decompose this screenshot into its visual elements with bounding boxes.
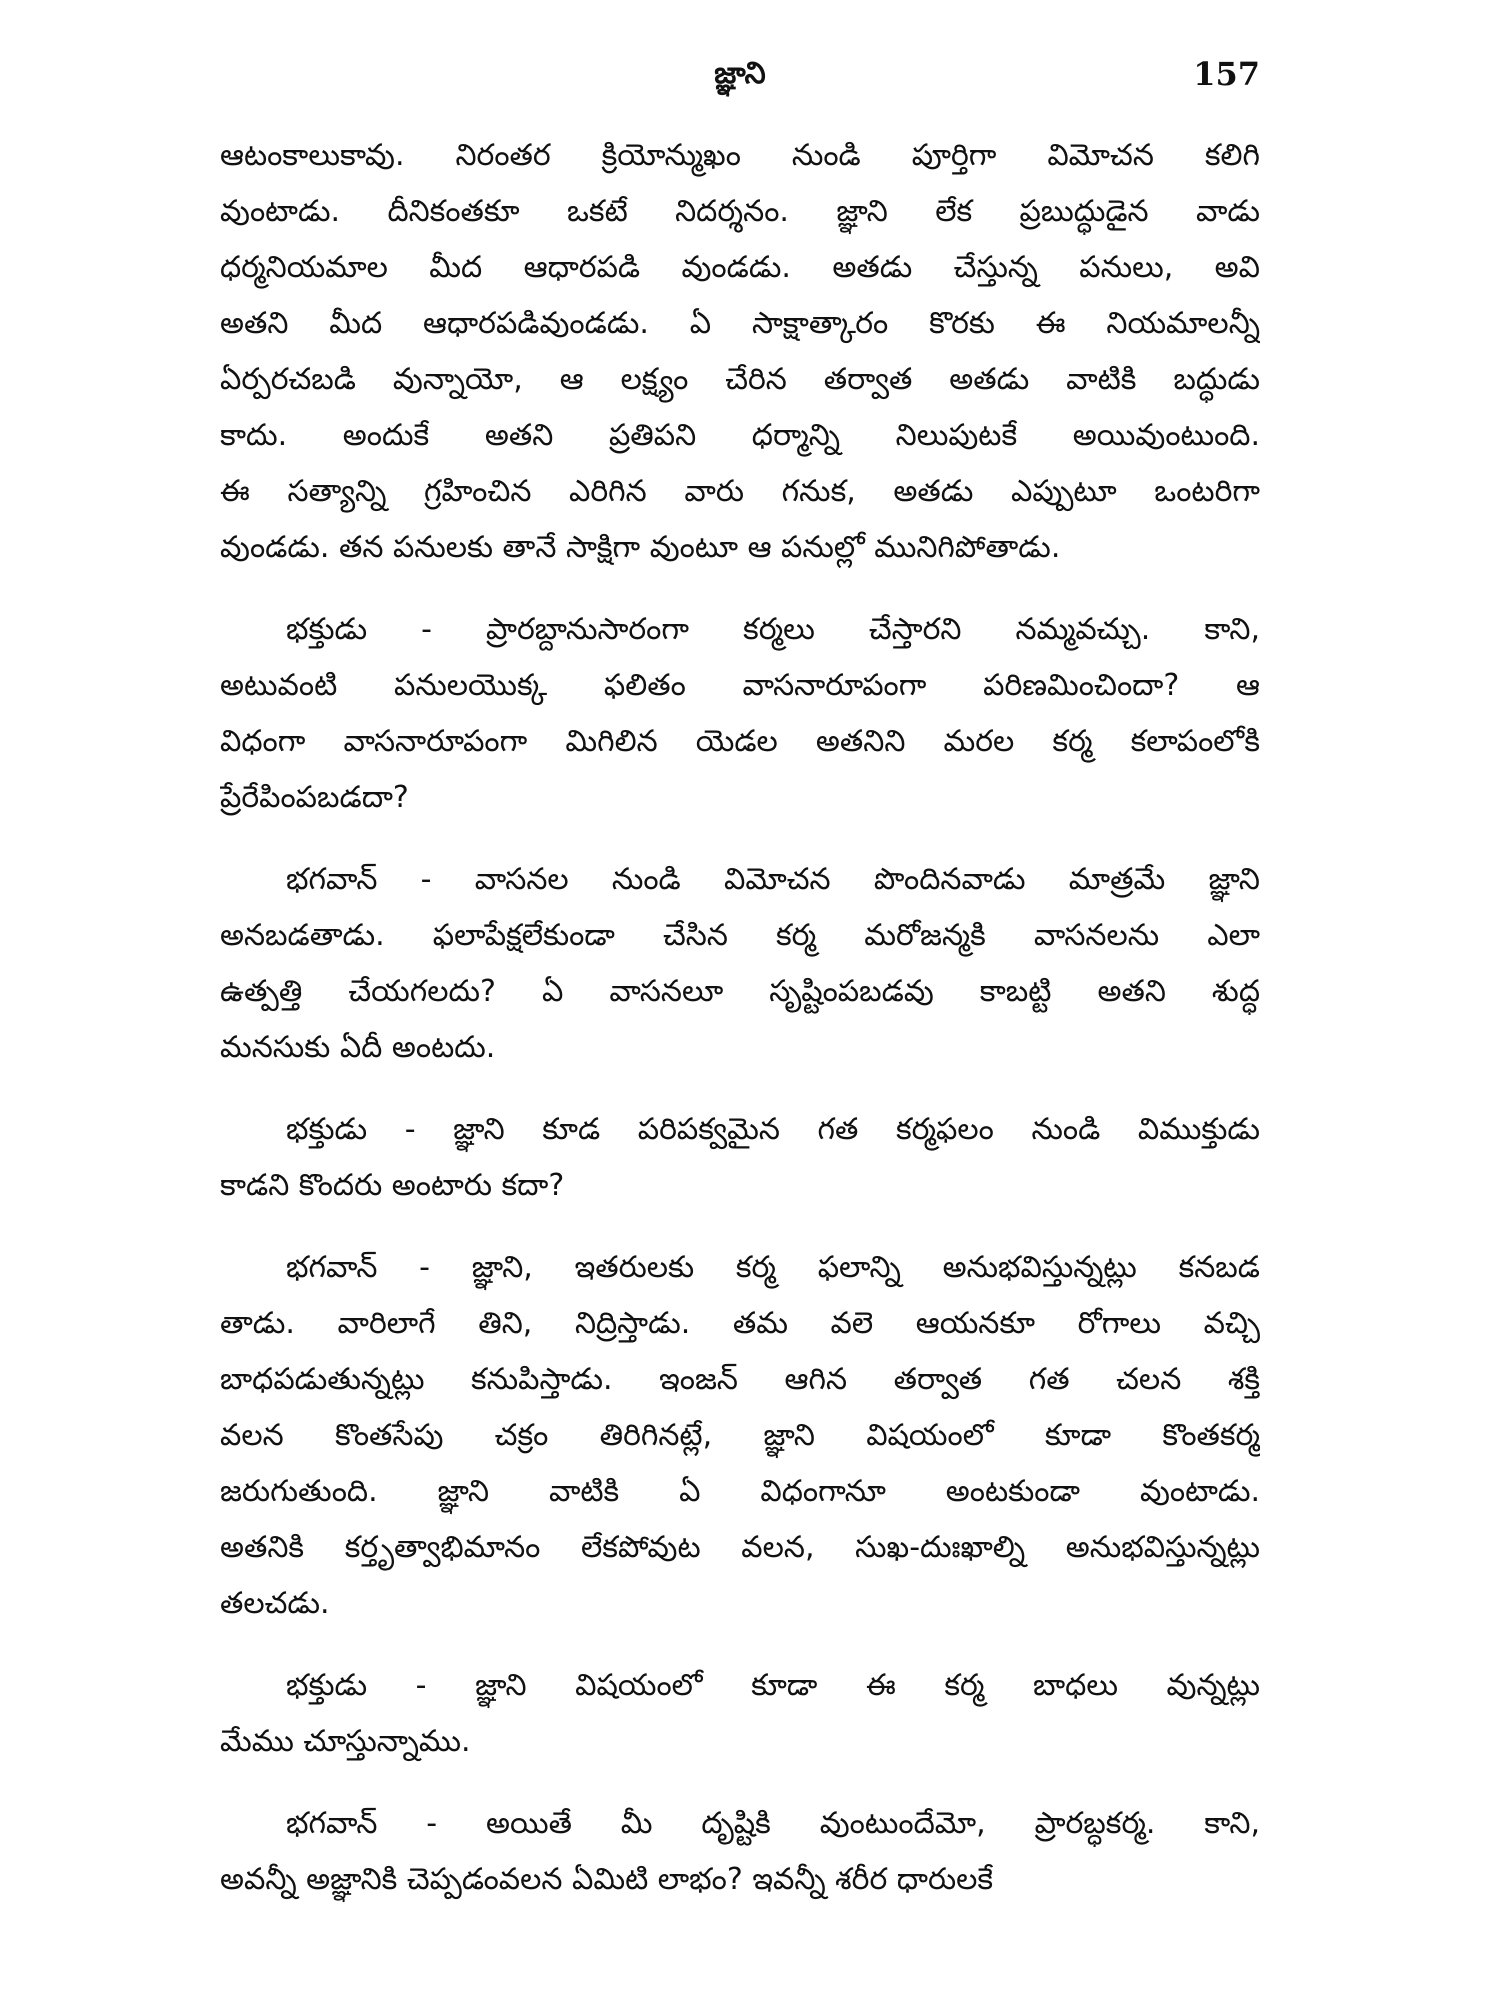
text-line: మేము చూస్తున్నాము.: [220, 1724, 471, 1759]
text-line: బాధపడుతున్నట్లు కనుపిస్తాడు. ఇంజన్ ఆగిన తర్వాత గత చలన శక్తి: [220, 1362, 1260, 1397]
text-line: ధర్మనియమాల మీద ఆధారపడి వుండడు. అతడు చేస్తున్న పనులు, అవి: [220, 250, 1260, 285]
text-line: అనబడతాడు. ఫలాపేక్షలేకుండా చేసిన కర్మ మరోజన్మకి వాసనలను ఎలా: [220, 918, 1260, 953]
paragraph: [220, 1102, 1260, 1214]
text-line: వుంటాడు. దీనికంతకూ ఒకటే నిదర్శనం. జ్ఞాని లేక ప్రబుద్ధుడైన వాడు: [220, 194, 1260, 229]
text-line: వలన కొంతసేపు చక్రం తిరిగినట్లే, జ్ఞాని విషయంలో కూడా కొంతకర్మ: [220, 1418, 1260, 1453]
paragraph: [220, 1658, 1260, 1770]
text-line: ఏర్పరచబడి వున్నాయో, ఆ లక్ష్యం చేరిన తర్వాత అతడు వాటికి బద్ధుడు: [220, 362, 1260, 397]
paragraph: [220, 602, 1260, 826]
text-line: భక్తుడు - జ్ఞాని విషయంలో కూడా ఈ కర్మ బాధలు వున్నట్లు: [286, 1668, 1260, 1703]
paragraph: [220, 128, 1260, 576]
text-line: అవన్నీ అజ్ఞానికి చెప్పడంవలన ఏమిటి లాభం? ఇవన్నీ శరీర ధారులకే: [220, 1862, 994, 1897]
text-line: జరుగుతుంది. జ్ఞాని వాటికి ఏ విధంగానూ అంటకుండా వుంటాడు.: [220, 1474, 1260, 1509]
paragraph: [220, 1796, 1260, 1908]
page-number: 157: [1193, 55, 1260, 93]
paragraph: [220, 1240, 1260, 1632]
text-line: వుండడు. తన పనులకు తానే సాక్షిగా వుంటూ ఆ పనుల్లో మునిగిపోతాడు.: [220, 530, 1061, 565]
text-line: భగవాన్ - జ్ఞాని, ఇతరులకు కర్మ ఫలాన్ని అనుభవిస్తున్నట్లు కనబడ: [286, 1250, 1260, 1285]
text-line: భగవాన్ - వాసనల నుండి విమోచన పొందినవాడు మాత్రమే జ్ఞాని: [286, 862, 1260, 897]
text-line: ఆటంకాలుకావు. నిరంతర క్రియోన్ముఖం నుండి పూర్తిగా విమోచన కలిగి: [220, 138, 1260, 173]
text-line: అతనికి కర్తృత్వాభిమానం లేకపోవుట వలన, సుఖ-దుఃఖాల్ని అనుభవిస్తున్నట్లు: [220, 1530, 1260, 1565]
text-line: అతని మీద ఆధారపడివుండడు. ఏ సాక్షాత్కారం కొరకు ఈ నియమాలన్నీ: [220, 306, 1260, 341]
text-line: మనసుకు ఏదీ అంటదు.: [220, 1030, 496, 1065]
text-line: అటువంటి పనులయొక్క ఫలితం వాసనారూపంగా పరిణమించిందా? ఆ: [220, 668, 1260, 703]
body-text: [220, 128, 1260, 1934]
text-line: తాడు. వారిలాగే తిని, నిద్రిస్తాడు. తమ వలె ఆయనకూ రోగాలు వచ్చి: [220, 1306, 1260, 1341]
text-line: భక్తుడు - జ్ఞాని కూడ పరిపక్వమైన గత కర్మఫలం నుండి విముక్తుడు: [286, 1112, 1260, 1147]
chapter-title: జ్ఞాని: [714, 56, 766, 91]
text-line: విధంగా వాసనారూపంగా మిగిలిన యెడల అతనిని మరల కర్మ కలాపంలోకి: [220, 724, 1260, 759]
text-line: ప్రేరేపింపబడదా?: [220, 780, 409, 815]
text-line: భగవాన్ - అయితే మీ దృష్టికి వుంటుందేమో, ప్రారబ్ధకర్మ. కాని,: [286, 1806, 1260, 1841]
text-line: తలచడు.: [220, 1586, 330, 1621]
paragraph: [220, 852, 1260, 1076]
text-line: భక్తుడు - ప్రారబ్దానుసారంగా కర్మలు చేస్తారని నమ్మవచ్చు. కాని,: [286, 612, 1260, 647]
text-line: ఈ సత్యాన్ని గ్రహించిన ఎరిగిన వారు గనుక, అతడు ఎప్పుటూ ఒంటరిగా: [220, 474, 1260, 509]
text-line: ఉత్పత్తి చేయగలదు? ఏ వాసనలూ సృష్టింపబడవు కాబట్టి అతని శుద్ధ: [220, 974, 1260, 1009]
text-line: కాడని కొందరు అంటారు కదా?: [220, 1168, 565, 1203]
running-header: [220, 52, 1260, 102]
text-line: కాదు. అందుకే అతని ప్రతిపని ధర్మాన్ని నిలుపుటకే అయివుంటుంది.: [220, 418, 1260, 453]
